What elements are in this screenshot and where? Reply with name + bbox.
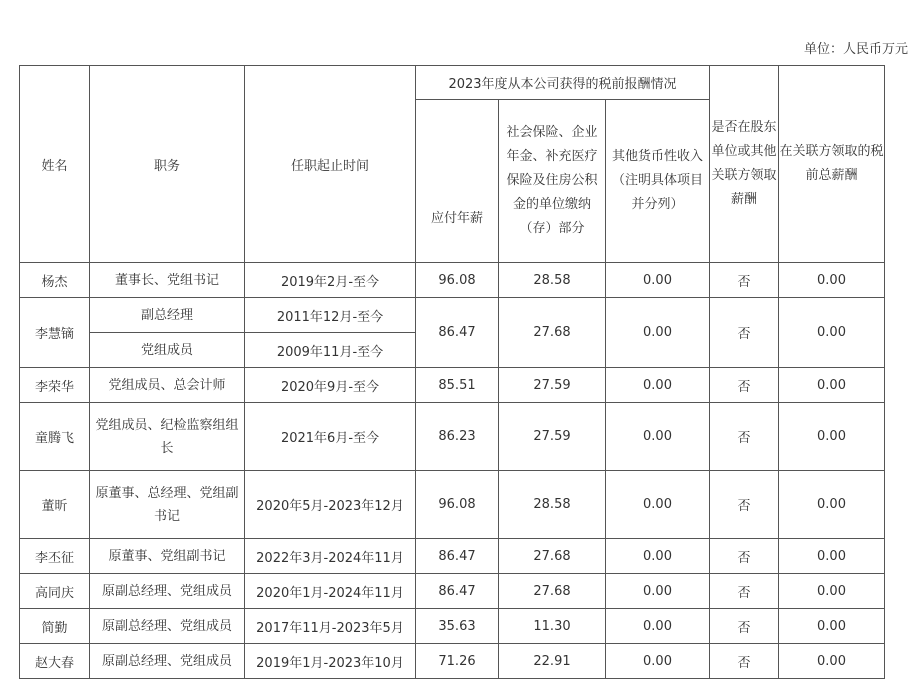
cell-other-income: 0.00 [606,298,710,368]
cell-shareholder: 否 [710,574,779,609]
cell-other-income: 0.00 [606,263,710,298]
cell-term: 2019年2月-至今 [245,263,416,298]
cell-position: 原副总经理、党组成员 [90,574,245,609]
cell-related-total: 0.00 [779,403,885,471]
cell-position: 董事长、党组书记 [90,263,245,298]
table-body [20,263,885,679]
cell-social: 11.30 [499,609,606,644]
cell-position: 原董事、总经理、党组副书记 [90,471,245,539]
cell-name: 李丕征 [20,539,90,574]
cell-term: 2022年3月-2024年11月 [245,539,416,574]
cell-shareholder: 否 [710,298,779,368]
header-group-2023: 2023年度从本公司获得的税前报酬情况 [416,66,710,100]
cell-social: 27.68 [499,539,606,574]
compensation-table [19,65,885,679]
cell-related-total: 0.00 [779,644,885,679]
cell-name: 杨杰 [20,263,90,298]
cell-related-total: 0.00 [779,263,885,298]
cell-term: 2020年1月-2024年11月 [245,574,416,609]
cell-other-income: 0.00 [606,609,710,644]
cell-salary: 86.47 [416,298,499,368]
cell-social: 28.58 [499,263,606,298]
table-row [20,644,885,679]
cell-social: 28.58 [499,471,606,539]
header-term: 任职起止时间 [245,66,416,263]
cell-salary: 86.23 [416,403,499,471]
cell-other-income: 0.00 [606,574,710,609]
cell-related-total: 0.00 [779,539,885,574]
header-shareholder: 是否在股东单位或其他关联方领取薪酬 [710,66,779,263]
table-row [20,574,885,609]
cell-other-income: 0.00 [606,644,710,679]
table-row [20,298,885,333]
header-salary: 应付年薪 [416,100,499,263]
header-position: 职务 [90,66,245,263]
cell-shareholder: 否 [710,644,779,679]
cell-shareholder: 否 [710,368,779,403]
cell-name: 简勤 [20,609,90,644]
cell-social: 27.59 [499,403,606,471]
table-row [20,539,885,574]
cell-related-total: 0.00 [779,574,885,609]
cell-social: 27.68 [499,574,606,609]
cell-other-income: 0.00 [606,471,710,539]
cell-related-total: 0.00 [779,368,885,403]
table-row [20,471,885,539]
header-social: 社会保险、企业年金、补充医疗保险及住房公积金的单位缴纳（存）部分 [499,100,606,263]
cell-term: 2017年11月-2023年5月 [245,609,416,644]
cell-name: 李慧镝 [20,298,90,368]
cell-social: 27.59 [499,368,606,403]
cell-shareholder: 否 [710,403,779,471]
cell-name: 董昕 [20,471,90,539]
cell-salary: 85.51 [416,368,499,403]
cell-salary: 35.63 [416,609,499,644]
cell-shareholder: 否 [710,471,779,539]
cell-salary: 86.47 [416,574,499,609]
cell-name: 赵大春 [20,644,90,679]
cell-related-total: 0.00 [779,298,885,368]
table-row [20,609,885,644]
cell-term: 2009年11月-至今 [245,333,416,368]
header-related-total: 在关联方领取的税前总薪酬 [779,66,885,263]
cell-position: 党组成员、总会计师 [90,368,245,403]
cell-name: 高同庆 [20,574,90,609]
cell-term: 2021年6月-至今 [245,403,416,471]
cell-other-income: 0.00 [606,539,710,574]
cell-position: 原副总经理、党组成员 [90,644,245,679]
unit-note: 单位：人民币万元 [803,42,908,57]
cell-position: 原副总经理、党组成员 [90,609,245,644]
table-header [20,66,885,263]
table-row [20,368,885,403]
cell-shareholder: 否 [710,539,779,574]
cell-name: 李荣华 [20,368,90,403]
cell-social: 22.91 [499,644,606,679]
header-name: 姓名 [20,66,90,263]
cell-term: 2020年9月-至今 [245,368,416,403]
cell-term: 2020年5月-2023年12月 [245,471,416,539]
cell-salary: 71.26 [416,644,499,679]
cell-name: 童腾飞 [20,403,90,471]
cell-shareholder: 否 [710,609,779,644]
cell-position: 副总经理 [90,298,245,333]
table-row [20,403,885,471]
cell-related-total: 0.00 [779,471,885,539]
cell-position: 党组成员、纪检监察组组长 [90,403,245,471]
header-row-1 [20,66,885,100]
cell-salary: 96.08 [416,263,499,298]
cell-position: 党组成员 [90,333,245,368]
cell-shareholder: 否 [710,263,779,298]
cell-salary: 86.47 [416,539,499,574]
cell-position: 原董事、党组副书记 [90,539,245,574]
header-other-income: 其他货币性收入（注明具体项目并分列） [606,100,710,263]
table-row [20,263,885,298]
cell-social: 27.68 [499,298,606,368]
cell-term: 2019年1月-2023年10月 [245,644,416,679]
cell-salary: 96.08 [416,471,499,539]
cell-other-income: 0.00 [606,368,710,403]
cell-other-income: 0.00 [606,403,710,471]
cell-term: 2011年12月-至今 [245,298,416,333]
cell-related-total: 0.00 [779,609,885,644]
